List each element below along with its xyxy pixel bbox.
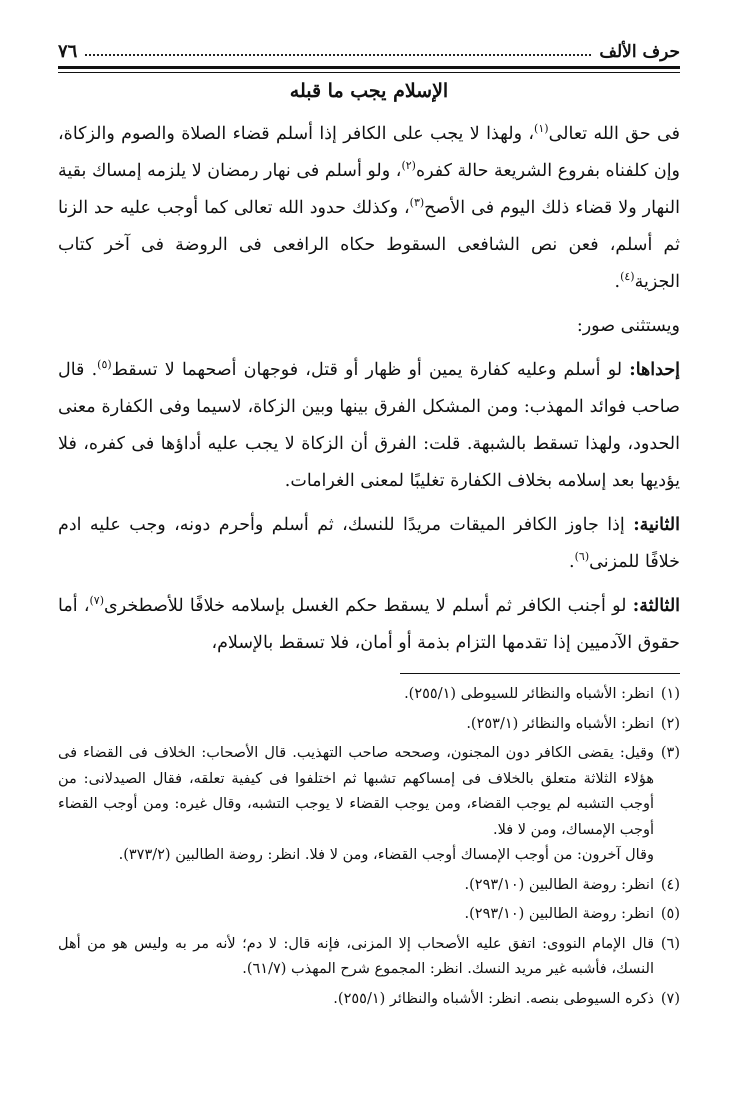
paragraph-5 [58, 588, 680, 662]
text-run: ، ولو أسلم فى نهار رمضان لا يلزمه إمساك بقية النهار ولا قضاء ذلك اليوم فى الأصح [58, 161, 680, 218]
footnote-marker: (٧) [89, 594, 105, 608]
footnote-text: انظر: الأشباه والنظائر (٢٥٣/١). [466, 715, 654, 732]
footnote-marker: (٦) [574, 550, 590, 564]
paragraph-3 [58, 352, 680, 500]
case-label: الثانية: [633, 515, 680, 535]
footnote-marker: (٥) [97, 358, 112, 372]
text-run: ، أما حقوق الآدميين إذا تقدمها التزام بذمة أو أمان، فلا تسقط بالإسلام، [58, 596, 680, 653]
paragraph-1 [58, 116, 680, 301]
text-run: ، ولهذا لا يجب على الكافر إذا أسلم قضاء الصلاة والصوم والزكاة، وإن كلفناه بفروع الشريعة حالة كفره [58, 124, 681, 181]
dotted-leader [85, 54, 591, 56]
footnote-number: (٣) [660, 745, 680, 761]
footnote-text: ذكره السيوطى بنصه. انظر: الأشباه والنظائر (٢٥٥/١). [333, 990, 654, 1007]
footnote-text: انظر: روضة الطالبين (٢٩٣/١٠). [464, 876, 654, 893]
text-run: . [569, 552, 575, 572]
text-run: إذا جاوز الكافر الميقات مريدًا للنسك، ثم أسلم وأحرم دونه، وجب عليه ادم خلافًا للمزنى [58, 515, 680, 572]
case-label: إحداها: [629, 360, 680, 380]
footnote-marker: (٤) [620, 270, 635, 284]
text-run: . [614, 272, 621, 292]
footnotes [58, 682, 680, 1016]
footnote [58, 712, 680, 738]
footnote-number: (٦) [660, 935, 680, 952]
footnote-separator [400, 673, 680, 674]
footnote-text [58, 741, 654, 869]
text-run: ، وكذلك حدود الله تعالى كما أوجب عليه حد الزنا ثم أسلم، فعن نص الشافعى السقوط حكاه الرافعى فى الروضة فى آخر كتاب الجزية [58, 198, 680, 292]
footnote-text: قال الإمام النووى: اتفق عليه الأصحاب إلا المزنى، فإنه قال: لا دم؛ لأنه مر به وليس هو من أهل النسك، فأشبه غير مريد النسك. انظر: المجموع شرح المهذب (٦١/٧). [58, 935, 654, 977]
footnote-number: (٥) [660, 906, 680, 922]
case-label: الثالثة: [632, 596, 681, 616]
footnote-marker: (١) [534, 122, 549, 136]
header-rule-thick [58, 66, 680, 69]
text-run: لو أسلم وعليه كفارة يمين أو ظهار أو قتل، فوجهان أصحهما لا تسقط [111, 360, 630, 380]
footnote-number: (١) [660, 686, 680, 702]
footnote [58, 987, 680, 1013]
footnote-number: (٧) [660, 990, 680, 1007]
paragraph-2: ويستثنى صور: [576, 316, 680, 336]
footnote-text-part: وقال آخرون: من أوجب الإمساك أوجب القضاء، ومن لا فلا. انظر: روضة الطالبين (٣٧٣/٢). [118, 847, 654, 863]
footnote [58, 741, 680, 869]
footnote [58, 902, 680, 928]
footnote [58, 932, 680, 983]
text-run: . قال صاحب فوائد المهذب: ومن المشكل الفرق بينها وبين الزكاة، لاسيما وفى الكفارة معنى الحدود، ولهذا تسقط بالشبهة. قلت: الفرق أن الزكاة لا يجب عليه أداؤها فى كفره، فلا يؤديها بعد إسلامه بخلاف الكفارة تغليبًا لمعنى الغرامات. [58, 360, 680, 491]
text-run: فى حق الله تعالى [548, 124, 680, 144]
footnote-text-part: وقيل: يقضى الكافر دون المجنون، وصححه صاحب التهذيب. قال الأصحاب: الخلاف فى القضاء فى هؤلاء الثلاثة متعلق بالخلاف فى إمساكهم تشبها ثم اختلفوا فى كيفية تعلقه، فقال الصيدلانى: من أوجب التشبه لم يوجب القضاء، ومن يوجب القضاء لا يوجب التشبه، وقال غيره: ومن أوجب القضاء أوجب الإمساك، ومن لا فلا. [58, 745, 654, 838]
footnote-text: انظر: روضة الطالبين (٢٩٣/١٠). [464, 906, 654, 922]
page-number: ٧٦ [58, 41, 78, 62]
footnote [58, 873, 680, 899]
text-run: لو أجنب الكافر ثم أسلم لا يسقط حكم الغسل بإسلامه خلافًا للأصطخرى [104, 596, 633, 616]
chapter-title: حرف الألف [599, 42, 680, 62]
book-page [58, 30, 680, 1090]
footnote [58, 682, 680, 708]
paragraph-4 [58, 507, 680, 581]
header-rule-thin [58, 72, 680, 73]
main-text [58, 116, 680, 662]
section-title: الإسلام يجب ما قبله [289, 80, 449, 102]
footnote-number: (٤) [660, 876, 680, 893]
footnote-number: (٢) [660, 715, 680, 732]
running-head [58, 34, 680, 62]
footnote-text: انظر: الأشباه والنظائر للسيوطى (٢٥٥/١). [404, 686, 654, 702]
footnote-marker: (٣) [409, 196, 425, 210]
footnote-marker: (٢) [401, 159, 416, 173]
